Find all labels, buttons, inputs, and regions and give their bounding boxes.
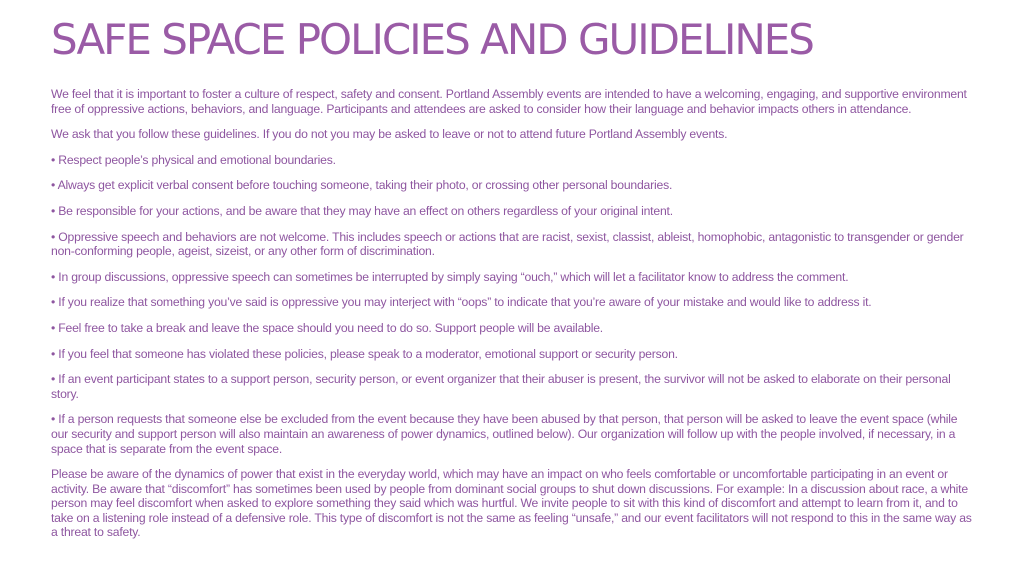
closing-paragraph: Please be aware of the dynamics of power that exist in the everyday world, which may have an impact on who feels comfortable or uncomfortable participating in an event or activity. Be aware that “discomfort” has sometimes been used by people from dominant social groups to shut down discussions. For example: In a discussion about race, a white person may feel discomfort when asked to explore something they said which was hurtful. We invite people to sit with this kind of discomfort and attempt to learn from it, and to take on a listening role instead of a defensive role. This type of discomfort is not the same as feeling “unsafe,” and our event facilitators will not respond to this in the same way as a threat to safety. (51, 467, 972, 540)
guideline-item: • Feel free to take a break and leave the space should you need to do so. Support people will be available. (51, 320, 603, 335)
guideline-item: • If you realize that something you’ve said is oppressive you may interject with “oops” to indicate that you’re aware of your mistake and would like to address it. (51, 295, 872, 310)
guideline-item: • Oppressive speech and behaviors are not welcome. This includes speech or actions that are racist, sexist, classist, ableist, homophobic, antagonistic to transgender or gender non-conforming people, ageist, sizeist, or any other form of discrimination. (51, 229, 964, 259)
guideline-item: • Always get explicit verbal consent before touching someone, taking their photo, or crossing other personal boundaries. (51, 178, 673, 193)
intro-paragraph: We feel that it is important to foster a culture of respect, safety and consent. Portland Assembly events are intended to have a welcoming, engaging, and supportive environment free of oppressive actions, behaviors, and language. Participants and attendees are asked to consider how their language and behavior impacts others in attendance. (51, 87, 967, 116)
guideline-item: • If an event participant states to a support person, security person, or event organizer that their abuser is present, the survivor will not be asked to elaborate on their personal story. (51, 372, 951, 401)
guideline-item: • Be responsible for your actions, and be aware that they may have an effect on others regardless of your original intent. (51, 203, 673, 218)
guideline-item: • If you feel that someone has violated these policies, please speak to a moderator, emotional support or security person. (51, 346, 678, 361)
policy-body (51, 87, 973, 551)
ask-paragraph: We ask that you follow these guidelines. If you do not you may be asked to leave or not to attend future Portland Assembly events. (51, 127, 728, 142)
guideline-item: • Respect people’s physical and emotional boundaries. (51, 152, 336, 167)
page-title: SAFE SPACE POLICIES AND GUIDELINES (51, 15, 813, 64)
guideline-item: • If a person requests that someone else be excluded from the event because they have been abused by that person, that person will be asked to leave the event space (while our security and support person will also maintain an awareness of power dynamics, outlined below). Our organization will follow up with the people involved, if necessary, in a space that is separate from the event space. (51, 412, 958, 456)
guideline-item: • In group discussions, oppressive speech can sometimes be interrupted by simply saying “ouch,” which will let a facilitator know to address the comment. (51, 269, 849, 284)
